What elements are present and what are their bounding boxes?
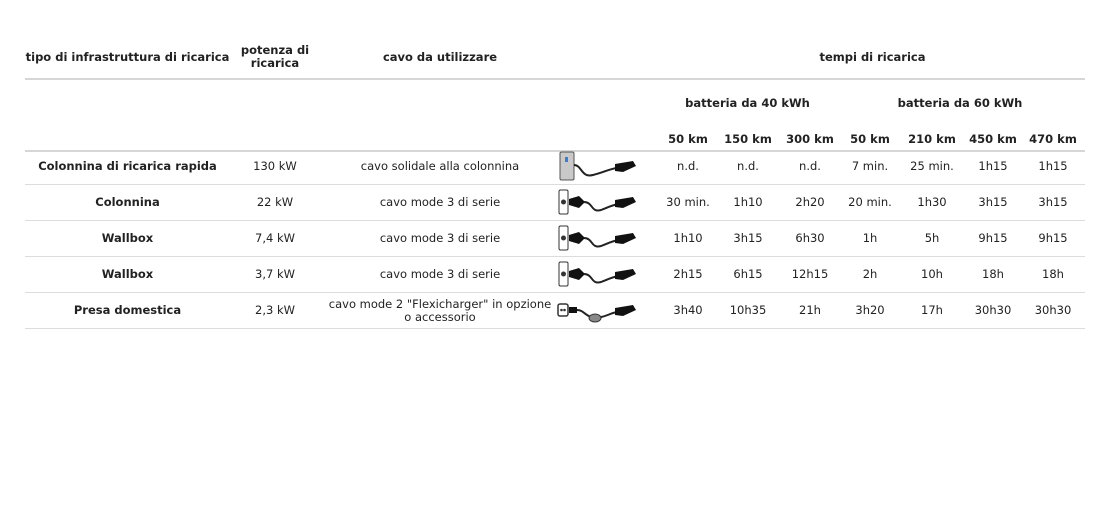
- time-cell: 1h: [862, 231, 878, 245]
- table-header-row: [25, 36, 1085, 80]
- time-cell: 2h20: [795, 195, 825, 209]
- row-power: 7,4 kW: [255, 231, 295, 245]
- row-cable: cavo mode 3 di serie: [379, 267, 501, 281]
- time-cell: 7 min.: [851, 159, 889, 173]
- time-cell: 3h40: [673, 303, 703, 317]
- mode2-flexicharger-cable-icon: [557, 295, 639, 326]
- time-cell: 1h15: [1038, 159, 1068, 173]
- row-type: Colonnina di ricarica rapida: [38, 159, 217, 173]
- time-cell: 1h10: [733, 195, 763, 209]
- mode3-cable-icon: [557, 223, 639, 254]
- time-cell: 18h: [1042, 267, 1064, 281]
- header-type: tipo di infrastruttura di ricarica: [25, 49, 230, 64]
- row-type: Wallbox: [101, 267, 154, 281]
- time-cell: 6h15: [733, 267, 763, 281]
- table-row: [25, 293, 1085, 329]
- time-cell: n.d.: [737, 159, 759, 173]
- time-cell: 25 min.: [910, 159, 954, 173]
- time-cell: 30 min.: [666, 195, 710, 209]
- time-cell: 10h: [921, 267, 943, 281]
- time-cell: 9h15: [978, 231, 1008, 245]
- table-row: [25, 149, 1085, 185]
- time-cell: n.d.: [677, 159, 699, 173]
- row-type: Wallbox: [101, 231, 154, 245]
- time-cell: 5h: [924, 231, 940, 245]
- row-power: 3,7 kW: [255, 267, 295, 281]
- row-cable: cavo mode 3 di serie: [379, 195, 501, 209]
- time-cell: 3h15: [978, 195, 1008, 209]
- time-cell: 1h15: [978, 159, 1008, 173]
- row-cable: cavo mode 2 "Flexicharger" in opzione o accessorio: [328, 296, 552, 324]
- distance-header: 150 km: [724, 132, 772, 146]
- time-cell: 10h35: [729, 303, 767, 317]
- time-cell: 1h10: [673, 231, 703, 245]
- time-cell: 18h: [982, 267, 1004, 281]
- mode3-cable-icon: [557, 187, 639, 218]
- row-power: 2,3 kW: [255, 303, 295, 317]
- time-cell: 21h: [799, 303, 821, 317]
- time-cell: 1h30: [917, 195, 947, 209]
- time-cell: 20 min.: [848, 195, 892, 209]
- distance-header: 450 km: [969, 132, 1017, 146]
- time-cell: 17h: [921, 303, 943, 317]
- header-power: potenza di ricarica: [240, 43, 310, 70]
- table-row: [25, 257, 1085, 293]
- time-cell: 9h15: [1038, 231, 1068, 245]
- row-power: 130 kW: [253, 159, 297, 173]
- header-charging-times: tempi di ricarica: [819, 49, 926, 64]
- table-row: [25, 185, 1085, 221]
- time-cell: 2h15: [673, 267, 703, 281]
- row-cable: cavo solidale alla colonnina: [360, 159, 520, 173]
- time-cell: 30h30: [1034, 303, 1072, 317]
- distance-header: 210 km: [908, 132, 956, 146]
- distance-header: 470 km: [1029, 132, 1077, 146]
- distance-header: 50 km: [668, 132, 708, 146]
- row-type: Colonnina: [95, 195, 160, 209]
- time-cell: n.d.: [799, 159, 821, 173]
- time-cell: 3h15: [1038, 195, 1068, 209]
- header-battery-60: batteria da 60 kWh: [897, 96, 1023, 110]
- header-cable: cavo da utilizzare: [382, 49, 498, 64]
- time-cell: 6h30: [795, 231, 825, 245]
- row-type: Presa domestica: [73, 303, 182, 317]
- row-cable: cavo mode 3 di serie: [379, 231, 501, 245]
- time-cell: 12h15: [791, 267, 829, 281]
- table-row: [25, 221, 1085, 257]
- time-cell: 2h: [862, 267, 878, 281]
- mode3-cable-icon: [557, 259, 639, 290]
- distance-header: 300 km: [786, 132, 834, 146]
- time-cell: 3h15: [733, 231, 763, 245]
- header-battery-40: batteria da 40 kWh: [685, 96, 810, 110]
- distance-header: 50 km: [850, 132, 890, 146]
- row-power: 22 kW: [256, 195, 294, 209]
- time-cell: 30h30: [974, 303, 1012, 317]
- time-cell: 3h20: [855, 303, 885, 317]
- fast-charger-column-cable-icon: [557, 151, 639, 182]
